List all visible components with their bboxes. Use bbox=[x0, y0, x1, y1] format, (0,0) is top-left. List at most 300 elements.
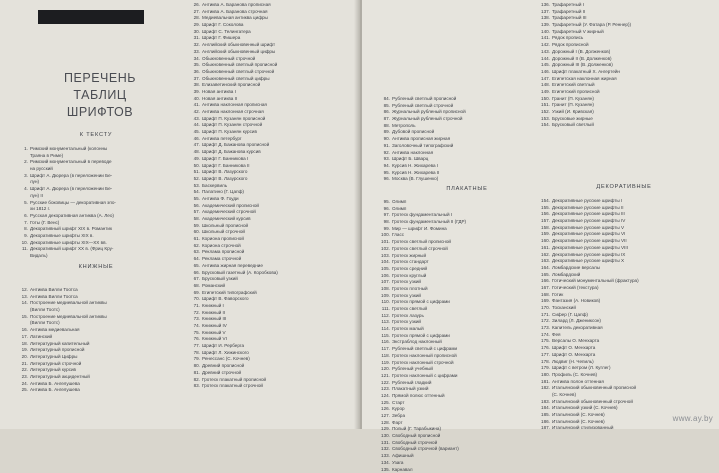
item-title: Заголовочный типографский bbox=[392, 143, 453, 148]
item-number: 169. bbox=[540, 298, 550, 305]
item-number: 60. bbox=[190, 229, 200, 236]
item-number: 82. bbox=[190, 377, 200, 384]
plakatnye-list bbox=[380, 199, 530, 473]
item-title: Обыкновенный светлый строчной bbox=[202, 69, 274, 74]
item-title: Антиква Вилли Тоотса bbox=[30, 294, 78, 299]
item-title: Брусковый узкий bbox=[202, 276, 238, 281]
item-title: Палатино (Г. Цапф) bbox=[202, 189, 244, 194]
item-number: 12. bbox=[18, 287, 28, 294]
font-list-item bbox=[190, 343, 352, 350]
font-list-item bbox=[190, 22, 352, 29]
font-list-item bbox=[18, 233, 168, 240]
item-title: Латинский bbox=[30, 334, 52, 339]
item-number: 17. bbox=[18, 334, 28, 341]
item-title: Реклама строчной bbox=[202, 256, 241, 261]
item-title: Дорожный III (В. Долженков) bbox=[552, 62, 613, 67]
item-title: Старт bbox=[392, 400, 404, 405]
item-title: Фарт bbox=[392, 420, 403, 425]
item-number: 179. bbox=[540, 365, 550, 372]
font-list-item bbox=[190, 2, 352, 9]
item-title: Гласс bbox=[392, 232, 404, 237]
item-title: Гротеск лазурь bbox=[392, 313, 424, 318]
item-number: 23. bbox=[18, 374, 28, 381]
item-title: лун) bbox=[30, 179, 39, 184]
item-number: 84. bbox=[380, 96, 390, 103]
font-list-item bbox=[190, 69, 352, 76]
font-list-item bbox=[190, 142, 352, 149]
title-line: ПЕРЕЧЕНЬ bbox=[55, 70, 145, 87]
font-list-item bbox=[190, 336, 352, 343]
item-title: Гротеск круглый bbox=[392, 273, 426, 278]
item-title: Книжный II bbox=[202, 310, 225, 315]
font-list-item bbox=[190, 303, 352, 310]
font-list-column-4 bbox=[540, 2, 710, 129]
black-bar-decoration bbox=[38, 10, 144, 24]
item-number: 30. bbox=[190, 29, 200, 36]
item-number: 95. bbox=[380, 170, 390, 177]
item-title: Траяна в Риме) bbox=[30, 153, 63, 158]
item-number: 130. bbox=[380, 433, 390, 440]
item-number: 187. bbox=[540, 425, 550, 432]
page-title bbox=[55, 70, 145, 121]
item-number: 109. bbox=[380, 293, 390, 300]
item-title: Гротеск прямой с цифрами bbox=[392, 333, 450, 338]
item-title: Обыкновенный строчной bbox=[202, 56, 255, 61]
item-title: Свободный строчной (вариант) bbox=[392, 446, 459, 451]
item-number: 31. bbox=[190, 35, 200, 42]
font-list-item bbox=[380, 176, 530, 183]
item-title: Журнальный рубленый строчной bbox=[392, 116, 463, 121]
font-list-item bbox=[540, 365, 710, 372]
item-number: 74. bbox=[190, 323, 200, 330]
item-number: 94. bbox=[380, 163, 390, 170]
font-list-item bbox=[540, 205, 710, 212]
font-list-item bbox=[540, 225, 710, 232]
item-number: 183. bbox=[540, 399, 550, 406]
item-number: 22. bbox=[18, 367, 28, 374]
item-title: Антиква Б. Ангелушева bbox=[30, 387, 80, 392]
item-title: Гротеск узкий bbox=[392, 319, 421, 324]
item-number: 175. bbox=[540, 338, 550, 345]
font-list-item bbox=[18, 307, 168, 314]
item-title: Литературный капительный bbox=[30, 341, 90, 346]
item-number: 167. bbox=[540, 285, 550, 292]
item-title: Шрифт А. Дюрера (в переложении Бе- bbox=[30, 186, 112, 191]
item-number: 162. bbox=[540, 252, 550, 259]
font-list-item bbox=[190, 383, 352, 390]
item-number: 121. bbox=[380, 373, 390, 380]
item-number: 79. bbox=[190, 356, 200, 363]
font-list-item bbox=[540, 42, 710, 49]
item-number: 103. bbox=[380, 253, 390, 260]
item-title: Книжный III bbox=[202, 316, 226, 321]
item-title: Шрифт Г. Банникова I bbox=[202, 156, 248, 161]
item-title: Шрифт В. Фаворского bbox=[202, 296, 249, 301]
font-list-item bbox=[190, 296, 352, 303]
item-number: 161. bbox=[540, 245, 550, 252]
item-title: Новая антиква I bbox=[202, 89, 236, 94]
item-title: Журнальный рубленый прописной bbox=[392, 109, 466, 114]
item-number: 174. bbox=[540, 332, 550, 339]
item-title: Гротеск наклонный прописной bbox=[392, 353, 457, 358]
font-list-item bbox=[540, 425, 710, 432]
item-title: Литературный акцидентный bbox=[30, 374, 90, 379]
item-number: 16. bbox=[18, 327, 28, 334]
item-title: Видаль) bbox=[30, 253, 47, 258]
item-title: Антиква А. Баранова прописная bbox=[202, 2, 271, 7]
font-list-item bbox=[190, 163, 352, 170]
item-title: Шрифт А. Дюрера (в переложении Бе- bbox=[30, 173, 112, 178]
font-list-item bbox=[18, 226, 168, 233]
item-number: 176. bbox=[540, 345, 550, 352]
item-title: Ломбардские версалы bbox=[552, 265, 600, 270]
font-list-item bbox=[540, 305, 710, 312]
item-number: 151. bbox=[540, 102, 550, 109]
item-number: 96. bbox=[380, 176, 390, 183]
font-list-item bbox=[190, 323, 352, 330]
item-title: Египетская наклонная жирная bbox=[552, 76, 617, 81]
item-number: 83. bbox=[190, 383, 200, 390]
item-number: 81. bbox=[190, 370, 200, 377]
font-list-item bbox=[380, 353, 530, 360]
item-number: 113. bbox=[380, 319, 390, 326]
item-number: 129. bbox=[380, 426, 390, 433]
font-list-item bbox=[18, 327, 168, 334]
item-number: 140. bbox=[540, 29, 550, 36]
item-title: Египетский прописной bbox=[552, 89, 600, 94]
item-number: 116. bbox=[380, 339, 390, 346]
item-number: 70. bbox=[190, 296, 200, 303]
item-number: 38. bbox=[190, 82, 200, 89]
item-number: 35. bbox=[190, 62, 200, 69]
item-title: хи 1812 г. bbox=[30, 206, 50, 211]
item-title: Обыкновенный светлый прописной bbox=[202, 62, 277, 67]
item-title: Антиква прописная жирная bbox=[392, 136, 450, 141]
item-title: Кориона строчной bbox=[202, 243, 241, 248]
item-number: 131. bbox=[380, 440, 390, 447]
item-title: Шрифт Б. Шварц bbox=[392, 156, 428, 161]
font-list-item bbox=[190, 350, 352, 357]
item-number: 153. bbox=[540, 116, 550, 123]
font-list-item bbox=[18, 173, 168, 180]
item-title: Шрифт В. Лазурского bbox=[202, 169, 247, 174]
font-list-item bbox=[190, 102, 352, 109]
item-number: 155. bbox=[540, 205, 550, 212]
item-number: 107. bbox=[380, 279, 390, 286]
item-number: 177. bbox=[540, 352, 550, 359]
item-title: Декоративные русские шрифты V bbox=[552, 225, 624, 230]
item-number: 1. bbox=[18, 146, 28, 153]
font-list-item bbox=[380, 170, 530, 177]
font-list-item bbox=[380, 129, 530, 136]
item-title: Брусковый газетный (А. Коробкова) bbox=[202, 270, 278, 275]
item-title: Антиква Ф. Гоуди bbox=[202, 196, 239, 201]
font-list-item bbox=[540, 2, 710, 9]
font-list-item bbox=[380, 143, 530, 150]
font-list-column-2 bbox=[190, 2, 352, 390]
item-title: Москва (В. Глушенко) bbox=[392, 176, 438, 181]
item-number: 117. bbox=[380, 346, 390, 353]
item-title: Свободный прописной bbox=[392, 433, 440, 438]
font-list-item bbox=[380, 453, 530, 460]
item-title: Прямой полюс оттенный bbox=[392, 393, 445, 398]
item-title: Итальянский узкий (С. Кочнев) bbox=[552, 405, 618, 410]
item-number: 145. bbox=[540, 62, 550, 69]
font-list-item bbox=[190, 49, 352, 56]
item-number: 114. bbox=[380, 326, 390, 333]
font-list-item bbox=[190, 276, 352, 283]
item-number: 80. bbox=[190, 363, 200, 370]
item-title: Карнавал bbox=[392, 467, 413, 472]
item-title: Романский bbox=[202, 283, 225, 288]
item-number: 52. bbox=[190, 176, 200, 183]
item-number: 67. bbox=[190, 276, 200, 283]
knizhnye-list bbox=[18, 287, 168, 394]
item-title: Академический строчной bbox=[202, 209, 256, 214]
item-title: Афишный bbox=[392, 453, 414, 458]
item-number: 159. bbox=[540, 231, 550, 238]
item-title: Декоративные русские шрифты X bbox=[552, 258, 624, 263]
item-title: Шрифт Д. Бажанова курсив bbox=[202, 149, 261, 154]
item-title: на русский bbox=[30, 166, 53, 171]
item-title: Шрифт Д. Бажанова прописной bbox=[202, 142, 269, 147]
font-list-item bbox=[540, 359, 710, 366]
font-list-item bbox=[380, 279, 530, 286]
font-list-item bbox=[190, 216, 352, 223]
item-number: 102. bbox=[380, 246, 390, 253]
title-line: ШРИФТОВ bbox=[55, 104, 145, 121]
item-number: 148. bbox=[540, 82, 550, 89]
item-title: Итальянский (С. Кочнев) bbox=[552, 412, 605, 417]
font-list-item bbox=[18, 367, 168, 374]
item-number: 184. bbox=[540, 405, 550, 412]
item-number: 72. bbox=[190, 310, 200, 317]
item-title: Антиква жирная переведние bbox=[202, 263, 263, 268]
font-list-item bbox=[540, 62, 710, 69]
font-list-item bbox=[540, 298, 710, 305]
item-number: 5. bbox=[18, 200, 28, 207]
font-list-item bbox=[18, 314, 168, 321]
font-list-item bbox=[18, 200, 168, 207]
item-number: 42. bbox=[190, 109, 200, 116]
item-title: Шрифт И. Рерберга bbox=[202, 343, 244, 348]
item-number: 47. bbox=[190, 142, 200, 149]
item-number: 25. bbox=[18, 387, 28, 394]
item-number: 172. bbox=[540, 318, 550, 325]
font-list-item bbox=[190, 42, 352, 49]
k-tekstu-list bbox=[18, 146, 168, 260]
item-number: 40. bbox=[190, 96, 200, 103]
font-list-item bbox=[380, 326, 530, 333]
item-number: 96. bbox=[380, 206, 390, 213]
font-list-item bbox=[18, 179, 168, 186]
font-list-item bbox=[380, 306, 530, 313]
font-list-item bbox=[190, 176, 352, 183]
item-number: 180. bbox=[540, 372, 550, 379]
item-title: Антиква наклонная прописная bbox=[202, 102, 267, 107]
item-title: Дубовой прописной bbox=[392, 129, 434, 134]
item-title: Гротеск фундаментальный I bbox=[392, 212, 452, 217]
item-title: Готический монументальный (фрактура) bbox=[552, 278, 639, 283]
item-number: 49. bbox=[190, 156, 200, 163]
font-list-item bbox=[190, 149, 352, 156]
font-list-item bbox=[540, 29, 710, 36]
item-number: 182. bbox=[540, 385, 550, 392]
font-list-item bbox=[380, 400, 530, 407]
font-list-item bbox=[18, 387, 168, 394]
item-number: 91. bbox=[380, 143, 390, 150]
item-number: 160. bbox=[540, 238, 550, 245]
font-list-item bbox=[540, 122, 710, 129]
item-number: 36. bbox=[190, 69, 200, 76]
item-number: 15. bbox=[18, 314, 28, 321]
item-title: Олимп bbox=[392, 206, 406, 211]
item-number: 6. bbox=[18, 213, 28, 220]
item-number: 112. bbox=[380, 313, 390, 320]
font-list-item bbox=[18, 213, 168, 220]
item-number: 122. bbox=[380, 380, 390, 387]
item-title: Шрифт Л. Хижинского bbox=[202, 350, 249, 355]
item-number: 68. bbox=[190, 283, 200, 290]
item-number: 32. bbox=[190, 42, 200, 49]
font-list-item bbox=[540, 218, 710, 225]
item-title: Реклама прописной bbox=[202, 249, 244, 254]
item-title: Шрифт В. Лазурского bbox=[202, 176, 247, 181]
item-title: Литературный прописной bbox=[30, 347, 84, 352]
item-title: Литературный Цифры bbox=[30, 354, 77, 359]
item-title: Гротеск стандарт bbox=[392, 259, 429, 264]
font-list-item bbox=[380, 286, 530, 293]
font-list-item bbox=[190, 370, 352, 377]
item-number: 89. bbox=[380, 129, 390, 136]
item-number: 78. bbox=[190, 350, 200, 357]
font-list-item bbox=[380, 199, 530, 206]
font-list-item bbox=[190, 109, 352, 116]
item-number: 125. bbox=[380, 400, 390, 407]
item-number: 143. bbox=[540, 49, 550, 56]
item-title: Капитель декоративная bbox=[552, 325, 603, 330]
font-list-item bbox=[380, 460, 530, 467]
item-number: 8. bbox=[18, 226, 28, 233]
item-title: Декоративные шрифты XIX—XX вв. bbox=[30, 240, 107, 245]
item-number: 76. bbox=[190, 336, 200, 343]
item-title: Сифер (Г. Цапф) bbox=[552, 312, 588, 317]
font-list-item bbox=[540, 69, 710, 76]
item-title: Книжный IV bbox=[202, 323, 227, 328]
font-list-item bbox=[380, 266, 530, 273]
item-title: Шрифт С. Телингатера bbox=[202, 29, 251, 34]
font-list-item bbox=[380, 467, 530, 473]
font-list-item bbox=[380, 406, 530, 413]
font-list-item bbox=[540, 325, 710, 332]
font-list-item bbox=[540, 265, 710, 272]
font-list-item bbox=[190, 62, 352, 69]
right-page bbox=[362, 0, 719, 429]
item-number: 18. bbox=[18, 341, 28, 348]
item-title: Итальянский обыкновенный прописной bbox=[552, 385, 636, 390]
item-number: 69. bbox=[190, 290, 200, 297]
font-list-item bbox=[190, 263, 352, 270]
item-title: Английский обыкновенный цифры bbox=[202, 49, 275, 54]
item-title: Рядок пропись bbox=[552, 35, 583, 40]
item-title: Шрифт О. Менхарта bbox=[552, 345, 595, 350]
item-number: 127. bbox=[380, 413, 390, 420]
item-title: Рубленый светлый строчной bbox=[392, 103, 453, 108]
item-title: Английский обыкновенный шрифт bbox=[202, 42, 275, 47]
item-title: Книжный I bbox=[202, 303, 224, 308]
item-number: 181. bbox=[540, 379, 550, 386]
item-title: Школьный строчной bbox=[202, 229, 245, 234]
font-list-item bbox=[190, 236, 352, 243]
item-number: 132. bbox=[380, 446, 390, 453]
font-list-item bbox=[380, 253, 530, 260]
item-title: Гротеск плотный bbox=[392, 286, 428, 291]
item-number: 26. bbox=[190, 2, 200, 9]
item-title: Олимп bbox=[392, 199, 406, 204]
item-number: 123. bbox=[380, 386, 390, 393]
font-list-item bbox=[540, 82, 710, 89]
font-list-item bbox=[190, 183, 352, 190]
font-list-item bbox=[18, 186, 168, 193]
item-title: (Вилли Тоотс) bbox=[30, 307, 60, 312]
font-list-item bbox=[380, 433, 530, 440]
font-list-item bbox=[540, 285, 710, 292]
item-title: Рубленый светлый прописной bbox=[392, 96, 456, 101]
item-number: 124. bbox=[380, 393, 390, 400]
item-number: 173. bbox=[540, 325, 550, 332]
item-number: 120. bbox=[380, 366, 390, 373]
item-number: 57. bbox=[190, 209, 200, 216]
item-title: Обыкновенный светлый цифры bbox=[202, 76, 270, 81]
font-list-item bbox=[540, 312, 710, 319]
item-title: Курсив Н. Жихарева I bbox=[392, 163, 438, 168]
item-title: Зилард (Л. Джениксон) bbox=[552, 318, 601, 323]
item-title: Литературный строчной bbox=[30, 361, 81, 366]
item-title: Трафаретный I bbox=[552, 2, 584, 7]
item-number: 136. bbox=[540, 2, 550, 9]
item-title: Трафаретный II bbox=[552, 9, 585, 14]
item-title: Ренессанс (С. Кочнев) bbox=[202, 356, 250, 361]
item-title: Людвиг (Н. Чепиль) bbox=[552, 359, 594, 364]
item-title: Построение медиевальной антиквы bbox=[30, 300, 107, 305]
item-number: 46. bbox=[190, 136, 200, 143]
item-number: 92. bbox=[380, 150, 390, 157]
font-list-item bbox=[18, 347, 168, 354]
font-list-item bbox=[18, 253, 168, 260]
item-title: Дорожный II (В. Долженков) bbox=[552, 56, 612, 61]
item-number: 139. bbox=[540, 22, 550, 29]
item-title: Брусковые жирные bbox=[552, 116, 593, 121]
item-number: 86. bbox=[380, 109, 390, 116]
item-title: Гротеск наклонный строчной bbox=[392, 360, 454, 365]
item-title: Гротеск плакатный прописной bbox=[202, 377, 266, 382]
font-list-item bbox=[540, 49, 710, 56]
item-number: 39. bbox=[190, 89, 200, 96]
font-list-item bbox=[540, 345, 710, 352]
item-number: 51. bbox=[190, 169, 200, 176]
item-title: Экстраблод наклонный bbox=[392, 339, 442, 344]
item-number: 61. bbox=[190, 236, 200, 243]
font-list-item bbox=[18, 146, 168, 153]
item-number: 9. bbox=[18, 233, 28, 240]
font-list-item bbox=[18, 320, 168, 327]
font-list-item bbox=[190, 169, 352, 176]
item-title: Египетский типографский bbox=[202, 290, 257, 295]
item-title: Декоративные русские шрифты IX bbox=[552, 252, 625, 257]
item-number: 3. bbox=[18, 173, 28, 180]
font-list-item bbox=[190, 290, 352, 297]
item-title: Мир — шрифт И. Фомина bbox=[392, 226, 447, 231]
